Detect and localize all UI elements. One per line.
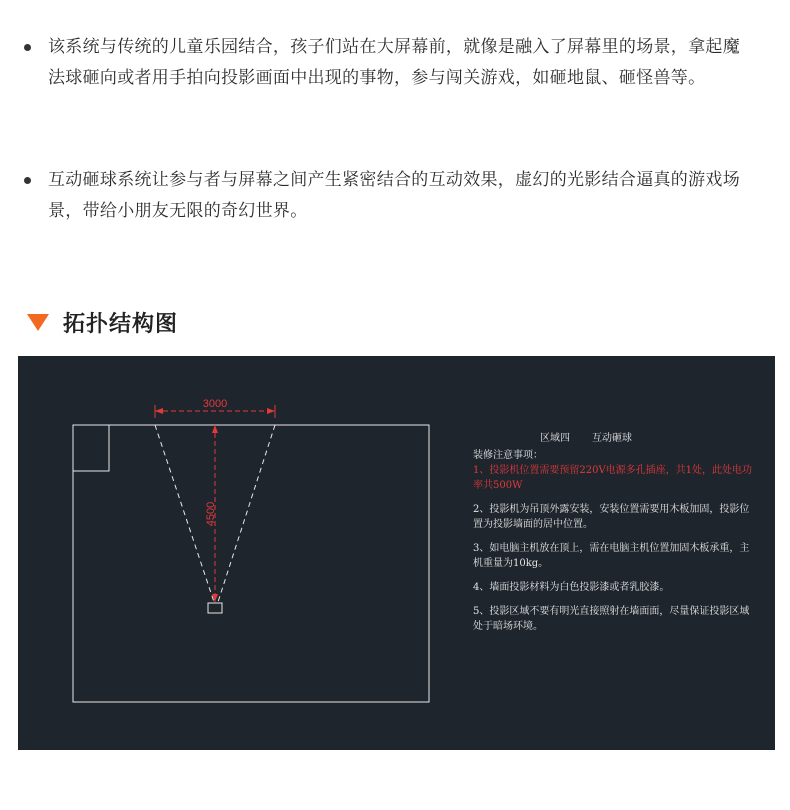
- note-item-5: 5、投影区域不要有明光直接照射在墙面面，尽量保证投影区域处于暗场环境。: [473, 606, 750, 632]
- area-label: 区域四: [540, 433, 570, 444]
- installation-notes: [473, 431, 753, 643]
- paragraph-text: 该系统与传统的儿童乐园结合，孩子们站在大屏幕前，就像是融入了屏幕里的场景，拿起魔法球砸向或者用手拍向投影画面中出现的事物，参与闯关游戏，如砸地鼠、砸怪兽等。: [48, 37, 740, 88]
- section-header: [27, 306, 178, 338]
- section-title: 拓扑结构图: [63, 311, 179, 337]
- corner-box: [73, 425, 109, 471]
- room-outline: [73, 425, 429, 702]
- bullet-dot: [24, 177, 31, 184]
- notes-title: [540, 431, 753, 446]
- area-name: 互动砸球: [592, 433, 632, 444]
- note-item-3: 3、如电脑主机放在顶上，需在电脑主机位置加固木板承重，主机重量为10kg。: [473, 543, 750, 569]
- bullet-dot: [24, 44, 31, 51]
- triangle-down-icon: [27, 314, 49, 331]
- width-dimension-label: 3000: [202, 398, 228, 410]
- note-item-2: 2、投影机为吊顶外露安装，安装位置需要用木板加固，投影位置为投影墙面的居中位置。: [473, 504, 750, 530]
- paragraph-text: 互动砸球系统让参与者与屏幕之间产生紧密结合的互动效果，虚幻的光影结合逼真的游戏场景，带给小朋友无限的奇幻世界。: [48, 170, 740, 221]
- bullet-paragraph-2: [24, 165, 754, 227]
- note-item-1: 1、投影机位置需要预留220V电源多孔插座，共1处，此处电功率共500W: [473, 465, 753, 491]
- topology-diagram: [18, 356, 775, 750]
- width-dim-arrow-right: [267, 408, 275, 414]
- depth-dim-arrow-top: [212, 425, 218, 433]
- note-item-4: 4、墙面投影材料为白色投影漆或者乳胶漆。: [473, 582, 670, 593]
- cone-right-line: [218, 425, 275, 602]
- depth-dimension-label: 4500: [205, 501, 217, 527]
- bullet-paragraph-1: [24, 32, 754, 94]
- width-dim-arrow-left: [155, 408, 163, 414]
- projector-box: [208, 603, 222, 613]
- notes-heading: 装修注意事项：: [473, 450, 543, 461]
